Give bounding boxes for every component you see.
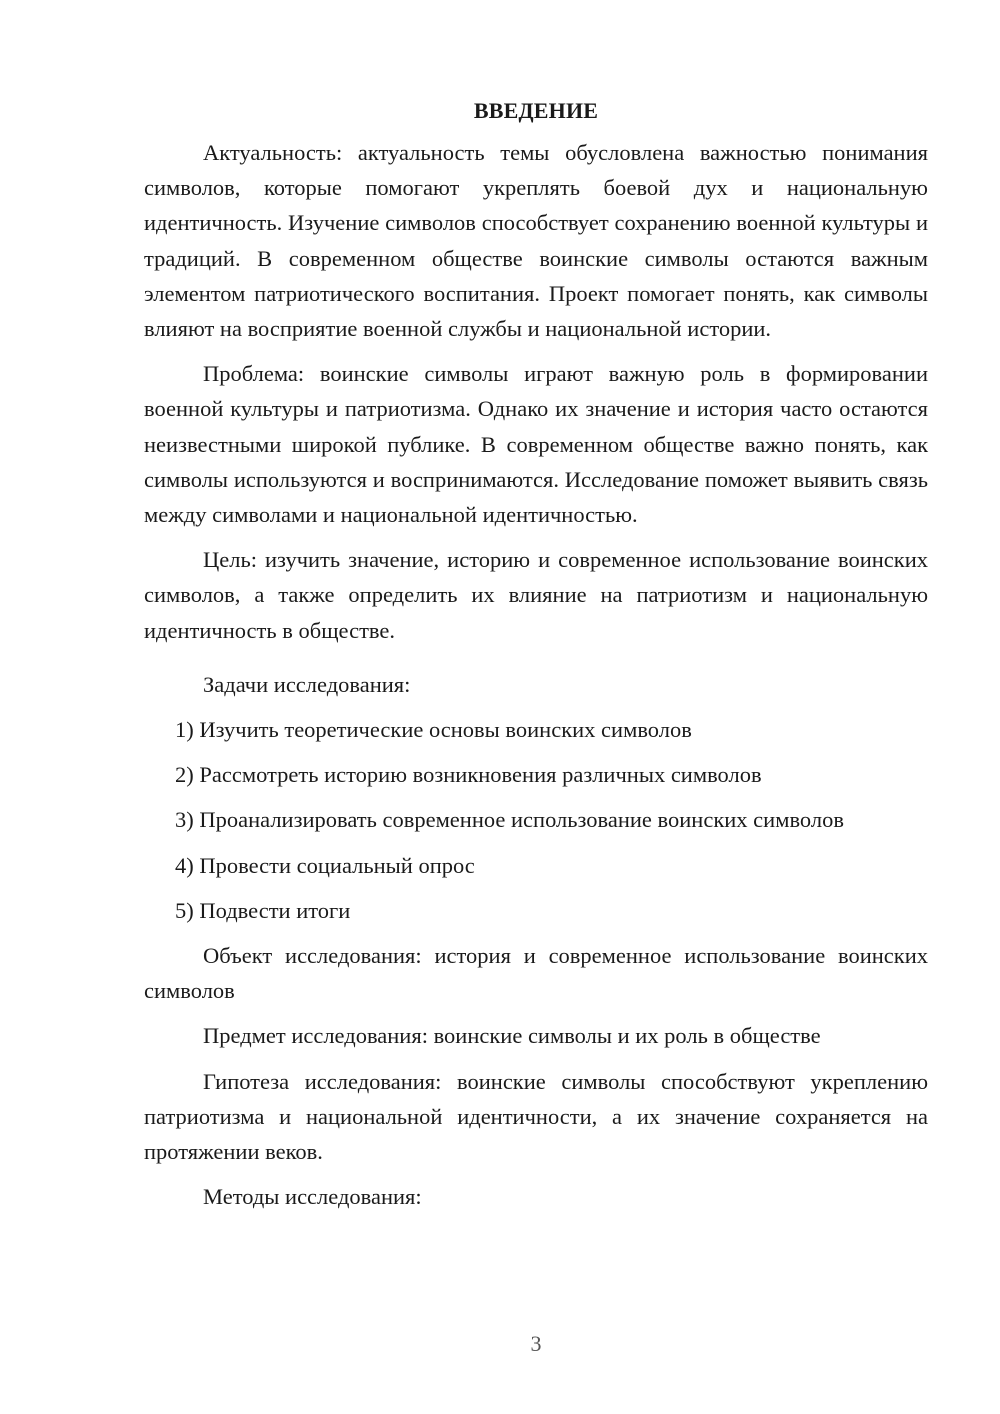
tasks-heading: Задачи исследования: [203, 671, 411, 697]
list-item: 3) Проанализировать современное использование воинских символов [175, 807, 844, 833]
tasks-list [144, 712, 928, 928]
hypothesis-paragraph: Гипотеза исследования: воинские символы способствуют укреплению патриотизма и национальной идентичности, а их значение сохраняется на протяжении веков. [144, 1068, 928, 1165]
document-page [144, 93, 928, 1214]
subject-paragraph: Предмет исследования: воинские символы и их роль в обществе [203, 1023, 821, 1049]
page-title: ВВЕДЕНИЕ [473, 98, 599, 123]
problem-paragraph: Проблема: воинские символы играют важную роль в формировании военной культуры и патриотизма. Однако их значение и история часто остаются неизвестными широкой публике. В современном обществе важно понять, как символы используются и воспринимаются. Исследование поможет выявить связь между символами и национальной идентичностью. [144, 361, 928, 528]
list-item: 4) Провести социальный опрос [175, 852, 475, 878]
relevance-paragraph: Актуальность: актуальность темы обусловлена важностью понимания символов, которые помогают укреплять боевой дух и национальную идентичность. Изучение символов способствует сохранению военной культуры и традиций. В современном обществе воинские символы остаются важным элементом патриотического воспитания. Проект помогает понять, как символы влияют на восприятие военной службы и национальной истории. [144, 140, 928, 342]
list-item: 1) Изучить теоретические основы воинских символов [175, 717, 692, 743]
methods-heading: Методы исследования: [203, 1184, 422, 1210]
list-item: 2) Рассмотреть историю возникновения различных символов [175, 762, 762, 788]
object-paragraph: Объект исследования: история и современное использование воинских символов [144, 943, 928, 1004]
list-item: 5) Подвести итоги [175, 897, 351, 923]
page-number: 3 [530, 1331, 542, 1356]
goal-paragraph: Цель: изучить значение, историю и современное использование воинских символов, а также определить их влияние на патриотизм и национальную идентичность в обществе. [144, 547, 928, 643]
